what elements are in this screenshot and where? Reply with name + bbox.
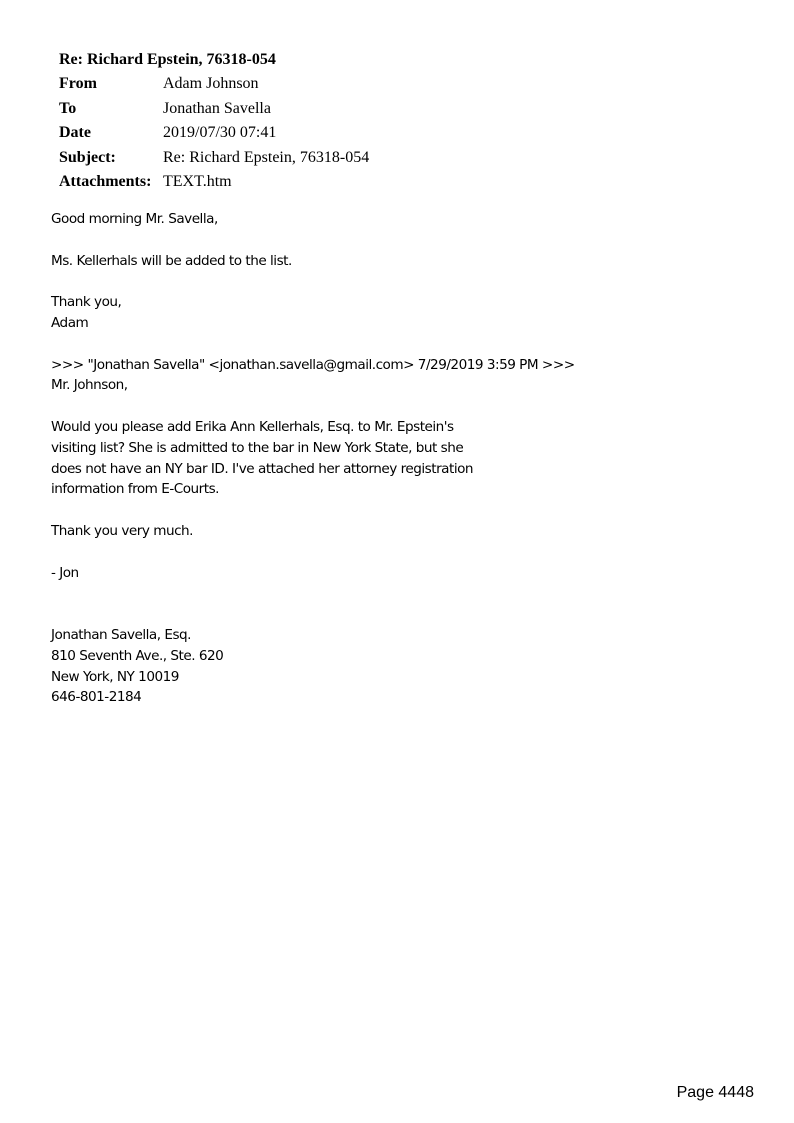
- quote-header: >>> "Jonathan Savella" <jonathan.savella@gmail.com> 7/29/2019 3:59 PM >>>: [51, 356, 575, 373]
- spacer: [51, 542, 671, 563]
- request-paragraph-line: Would you please add Erika Ann Kellerhals, Esq. to Mr. Epstein's: [51, 418, 454, 435]
- spacer: [51, 500, 671, 521]
- attachments-row: [59, 170, 369, 194]
- email-header: [59, 48, 369, 194]
- subject-value: Re: Richard Epstein, 76318-054: [163, 148, 370, 166]
- request-paragraph-line: information from E-Courts.: [51, 481, 219, 498]
- from-value: Adam Johnson: [163, 75, 259, 93]
- email-subject-heading: Re: Richard Epstein, 76318-054: [59, 51, 276, 68]
- signature-address-line: New York, NY 10019: [51, 668, 179, 685]
- from-label: From: [59, 75, 97, 93]
- signature-jon: - Jon: [51, 564, 79, 581]
- attachments-value[interactable]: TEXT.htm: [163, 173, 232, 191]
- attachments-label: Attachments:: [59, 173, 152, 191]
- email-body: [51, 209, 671, 708]
- spacer: [51, 230, 671, 251]
- signature-name: Jonathan Savella, Esq.: [51, 626, 191, 643]
- body-line: Ms. Kellerhals will be added to the list.: [51, 252, 292, 269]
- date-value: 2019/07/30 07:41: [163, 124, 277, 142]
- thanks-line: Thank you,: [51, 294, 122, 311]
- signature-adam: Adam: [51, 314, 89, 331]
- spacer: [51, 271, 671, 292]
- signature-phone: 646-801-2184: [51, 689, 142, 706]
- subject-label: Subject:: [59, 148, 116, 166]
- spacer: [51, 396, 671, 417]
- spacer: [51, 334, 671, 355]
- page-number: Page 4448: [676, 1084, 754, 1101]
- thanks-much-line: Thank you very much.: [51, 522, 193, 539]
- date-row: [59, 121, 369, 145]
- request-paragraph-line: visiting list? She is admitted to the bar in New York State, but she: [51, 439, 464, 456]
- to-label: To: [59, 99, 77, 117]
- spacer: [51, 583, 671, 625]
- date-label: Date: [59, 124, 91, 142]
- quote-greeting: Mr. Johnson,: [51, 377, 128, 394]
- request-paragraph-line: does not have an NY bar ID. I've attached her attorney registration: [51, 460, 474, 477]
- signature-address-line: 810 Seventh Ave., Ste. 620: [51, 647, 224, 664]
- to-value: Jonathan Savella: [163, 99, 271, 117]
- to-row: [59, 97, 369, 121]
- greeting: Good morning Mr. Savella,: [51, 211, 218, 227]
- subject-row: [59, 146, 369, 170]
- from-row: [59, 72, 369, 96]
